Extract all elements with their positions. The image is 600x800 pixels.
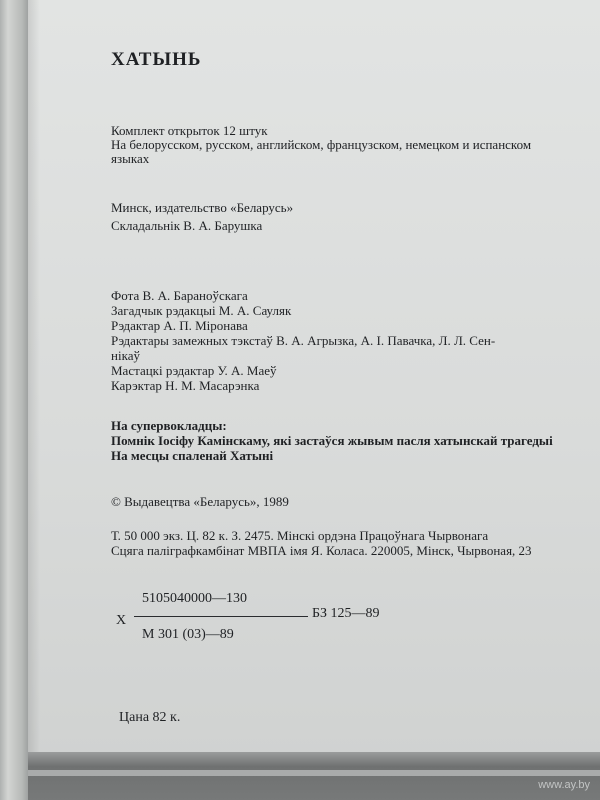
copyright-line: © Выдавецтва «Беларусь», 1989 <box>111 494 289 509</box>
credit-line: Фота В. А. Бараноўскага <box>111 288 248 303</box>
bottom-stripe <box>28 770 600 776</box>
supercover-heading: На супервокладцы: <box>111 418 227 433</box>
credit-line: Рэдактары замежных тэкстаў В. А. Агрызка, А. І. Павачка, Л. Л. Сен- <box>111 333 496 348</box>
classification-denominator: М 301 (03)—89 <box>142 627 234 642</box>
price-line: Цана 82 к. <box>119 710 181 725</box>
classification-prefix: Х <box>116 613 127 628</box>
print-info-line: Т. 50 000 экз. Ц. 82 к. З. 2475. Мінскі ордэна Працоўнага Чырвонага <box>111 528 489 543</box>
compiler-line: Складальнік В. А. Барушка <box>111 218 263 233</box>
classification-suffix: БЗ 125—89 <box>312 606 380 621</box>
credit-line: нікаў <box>111 348 140 363</box>
set-info-line: Комплект открыток 12 штук <box>111 123 268 138</box>
set-info-line: языках <box>111 151 150 166</box>
credit-line: Загадчык рэдакцыі М. А. Сауляк <box>111 303 292 318</box>
credit-line: Мастацкі рэдактар У. А. Маеў <box>111 363 277 378</box>
supercover-line: Помнік Іосіфу Камінскаму, які застаўся жывым пасля хатынскай трагедыі <box>111 433 553 448</box>
bottom-decorative-band <box>28 752 600 800</box>
fraction-line <box>134 616 308 617</box>
book-spine-edge <box>0 0 28 800</box>
print-info-line: Сцяга паліграфкамбінат МВПА імя Я. Коласа. 220005, Мінск, Чырвоная, 23 <box>111 543 532 558</box>
book-page <box>28 0 600 800</box>
credit-line: Рэдактар А. П. Міронава <box>111 318 248 333</box>
set-info-line: На белорусском, русском, английском, французском, немецком и испанском <box>111 137 532 152</box>
watermark-text: www.ay.by <box>538 779 590 791</box>
credit-line: Карэктар Н. М. Масарэнка <box>111 378 260 393</box>
supercover-line: На месцы спаленай Хатыні <box>111 448 274 463</box>
publisher-city-line: Минск, издательство «Беларусь» <box>111 200 294 215</box>
page-title: ХАТЫНЬ <box>111 49 202 70</box>
classification-numerator: 5105040000—130 <box>142 591 247 606</box>
